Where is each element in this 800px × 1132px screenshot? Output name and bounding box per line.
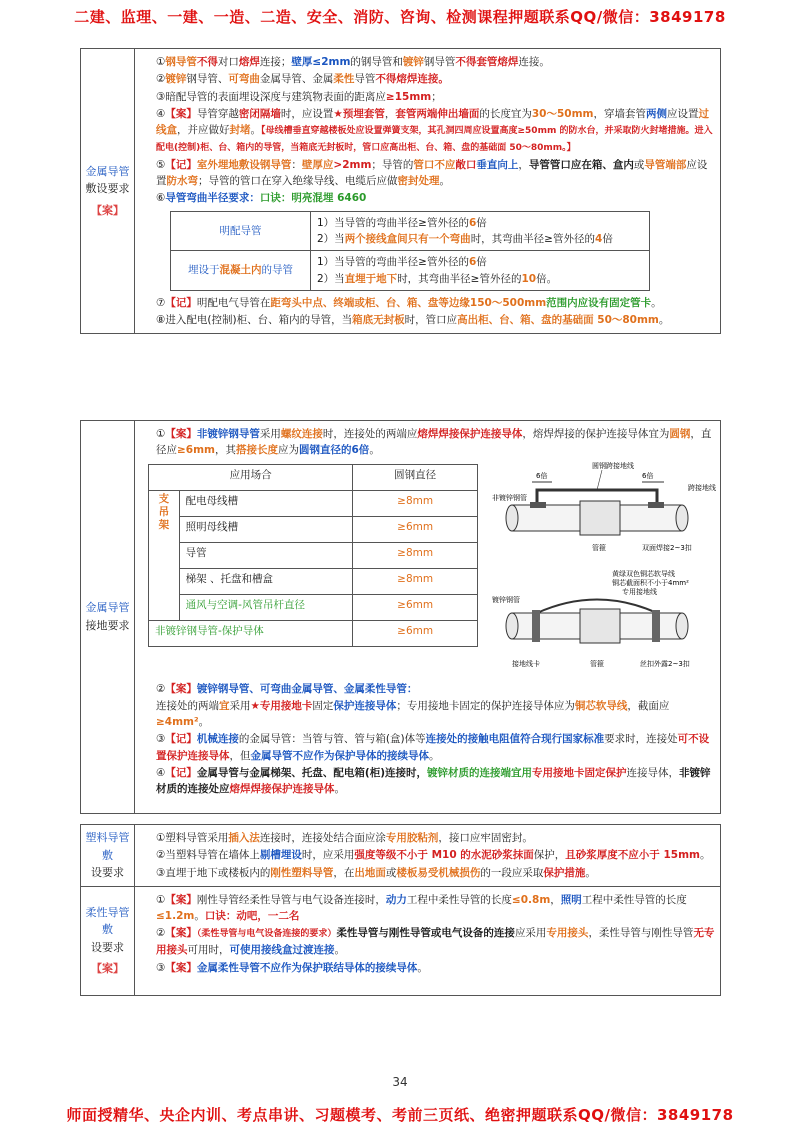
round-steel-table — [148, 464, 478, 647]
support-group-label: 支吊架 — [149, 490, 180, 620]
fig1-label: 跨接地线 — [688, 483, 716, 492]
laying-item-6: ⑥导管弯曲半径要求：口诀：明亮混埋 6460 — [156, 192, 367, 205]
plastic-item-1: ①塑料导管采用插入法连接时，连接处结合面应涂专用胶粘剂，接口应牢固密封。 — [156, 832, 533, 844]
plastic-title: 塑料导管敷 — [85, 831, 130, 862]
round-steel-place: 配电母线槽 — [179, 490, 353, 516]
fig1-label: 圆钢跨接地线 — [592, 461, 634, 470]
laying-section — [80, 48, 721, 334]
grounding-content — [135, 421, 721, 814]
plastic-subtitle: 设要求 — [91, 866, 124, 880]
flexible-tag: 【案】 — [91, 962, 124, 976]
round-steel-value: ≥8mm — [353, 568, 478, 594]
bend-radius-table — [170, 211, 650, 291]
laying-item-4: ④【案】导管穿越密闭隔墙时，应设置★预埋套管，套管两端伸出墙面的长度宜为30～50mm，穿墙套管两侧应设置过线盒，并应做好封堵。【母线槽垂直穿越楼板处应设置弹簧支架，其孔洞四周应设置高度≥50mm 的防水台，并采取防火封堵措施。进入配电(控制)柜、台、箱内的导管，当箱底无封板时，管口应高出柜、台、箱、盘的基础面 50～80mm。】 — [156, 107, 713, 153]
round-steel-place: 导管 — [179, 542, 353, 568]
round-steel-place: 梯架 、托盘和槽盒 — [179, 568, 353, 594]
round-steel-place: 通风与空调-风管吊杆直径 — [179, 594, 353, 620]
laying-item-2: ②镀锌钢导管、可弯曲金属导管、金属柔性导管不得熔焊连接。 — [156, 73, 449, 86]
plastic-item-2: ②当塑料导管在墙体上剔槽埋设时，应采用强度等级不小于 M10 的水泥砂浆抹面保护，且砂浆厚度不应小于 15mm。 — [156, 849, 711, 862]
laying-item-1: ①钢导管不得对口熔焊连接；壁厚≤2mm的钢导管和镀锌钢导管不得套管熔焊连接。 — [156, 56, 550, 68]
grounding-figure-area — [140, 460, 715, 680]
grounding-subtitle: 接地要求 — [85, 619, 130, 632]
round-steel-last-place: 非镀锌钢导管-保护导体 — [149, 620, 353, 646]
fig2-label: 接地线卡 — [512, 659, 540, 668]
page-number: 34 — [392, 1075, 408, 1089]
round-steel-value: ≥8mm — [353, 542, 478, 568]
fig2-label: 专用接地线 — [622, 587, 657, 596]
plastic-flexible-section — [80, 824, 721, 996]
laying-label — [81, 49, 135, 334]
laying-item-3: ③暗配导管的表面埋设深度与建筑物表面的距离应≥15mm； — [156, 90, 442, 103]
bend-row-2-label: 埋设于混凝土内的导管 — [171, 251, 311, 291]
bend-row-1-label: 明配导管 — [171, 211, 311, 251]
fig2-label: 丝扣外露2~3扣 — [640, 659, 690, 668]
round-steel-value: ≥6mm — [353, 516, 478, 542]
plastic-content — [135, 825, 721, 887]
round-steel-value: ≥6mm — [353, 594, 478, 620]
laying-item-8: ⑧进入配电(控制)柜、台、箱内的导管，当箱底无封板时，管口应高出柜、台、箱、盘的基础面 50～80mm。 — [156, 314, 670, 327]
plastic-item-3: ③直埋于地下或楼板内的刚性塑料导管，在出地面或楼板易受机械损伤的一段应采取保护措施。 — [156, 866, 596, 879]
laying-item-5: ⑤【记】室外埋地敷设钢导管：壁厚应>2mm；导管的管口不应敞口垂直向上，导管管口应在箱、盒内或导管端部应设置防水弯；导管的管口在穿入绝缘导线、电缆后应做密封处理。 — [156, 158, 708, 188]
grounding-item-1: ①【案】非镀锌钢导管采用螺纹连接时，连接处的两端应熔焊焊接保护连接导体，熔焊焊接的保护连接导体宜为圆钢，直径应≥6mm，其搭接长度应为圆钢直径的6倍。 — [156, 428, 712, 457]
laying-content — [135, 49, 721, 334]
bend-row-2-text: 1）当导管的弯曲半径≥管外径的6倍 2）当直埋于地下时，其弯曲半径≥管外径的10倍。 — [311, 251, 650, 291]
round-steel-value: ≥8mm — [353, 490, 478, 516]
grounding-title: 金属导管 — [85, 601, 130, 615]
ground-clamp-diagram — [492, 568, 720, 676]
fig2-label: 镀锌钢管 — [492, 595, 520, 604]
fig2-label: 管箍 — [590, 659, 604, 668]
flexible-title: 柔性导管敷 — [85, 905, 130, 937]
flexible-subtitle: 设要求 — [91, 940, 124, 954]
plastic-label — [81, 825, 135, 887]
fig1-label: 6倍 — [536, 471, 548, 480]
grounding-section — [80, 420, 721, 814]
grounding-item-4: ④【记】金属导管与金属梯架、托盘、配电箱(柜)连接时，镀锌材质的连接端宜用专用接地卡固定保护连接导体，非镀锌材质的连接处应熔焊焊接保护连接导体。 — [156, 766, 711, 796]
laying-title: 金属导管 — [85, 164, 130, 178]
round-steel-place: 照明母线槽 — [179, 516, 353, 542]
grounding-item-3: ③【记】机械连接的金属导管：当管与管、管与箱(盒)体等连接处的接触电阻值符合现行国家标准要求时，连接处可不设置保护连接导体，但金属导管不应作为保护导体的接续导体。 — [156, 733, 710, 762]
fig1-label: 双面焊接2~3扣 — [642, 543, 692, 552]
round-steel-last-value: ≥6mm — [353, 620, 478, 646]
laying-subtitle: 敷设要求 — [85, 182, 130, 196]
flexible-item-2: ②【案】（柔性导管与电气设备连接的要求）柔性导管与刚性导管或电气设备的连接应采用专用接头，柔性导管与刚性导管无专用接头可用时，可使用接线盒过渡连接。 — [156, 927, 715, 957]
bend-row-1-text: 1）当导管的弯曲半径≥管外径的6倍 2）当两个接线盒间只有一个弯曲时，其弯曲半径≥管外径的4倍 — [311, 211, 650, 251]
flexible-content — [135, 886, 721, 995]
laying-item-7: ⑦【记】明配电气导管在距弯头中点、终端或柜、台、箱、盘等边缘150～500mm范围内应设有固定管卡。 — [156, 296, 662, 309]
bottom-banner: 师面授精华、央企内训、考点串讲、习题模考、考前三页纸、绝密押题联系QQ/微信：3849178 — [66, 1106, 734, 1124]
grounding-item-2b: 连接处的两端宜采用★专用接地卡固定保护连接导体；专用接地卡固定的保护连接导体应为铜芯软导线，截面应≥4mm²。 — [156, 699, 670, 729]
fig2-label: 铜芯截面积不小于4mm² — [612, 578, 689, 587]
flexible-label — [81, 886, 135, 995]
top-banner: 二建、监理、一建、一造、二造、安全、消防、咨询、检测课程押题联系QQ/微信：3849178 — [74, 8, 726, 26]
flexible-item-1: ①【案】刚性导管经柔性导管与电气设备连接时，动力工程中柔性导管的长度≤0.8m，照明工程中柔性导管的长度≤1.2m。口诀：动吧，一二名 — [156, 893, 687, 923]
grounding-label — [81, 421, 135, 814]
flexible-item-3: ③【案】金属柔性导管不应作为保护联结导体的接续导体。 — [156, 961, 428, 974]
fig1-label: 管箍 — [592, 543, 606, 552]
welded-jumper-diagram — [492, 460, 720, 565]
fig2-label: 黄绿双色铜芯软导线 — [612, 569, 675, 578]
fig1-label: 6倍 — [642, 471, 654, 480]
laying-tag: 【案】 — [91, 203, 124, 217]
grounding-item-2: ②【案】镀锌钢导管、可弯曲金属导管、金属柔性导管： — [156, 682, 418, 695]
round-steel-header-1: 应用场合 — [149, 464, 353, 490]
round-steel-header-2: 圆钢直径 — [353, 464, 478, 490]
fig1-label: 非镀锌钢管 — [492, 493, 527, 502]
